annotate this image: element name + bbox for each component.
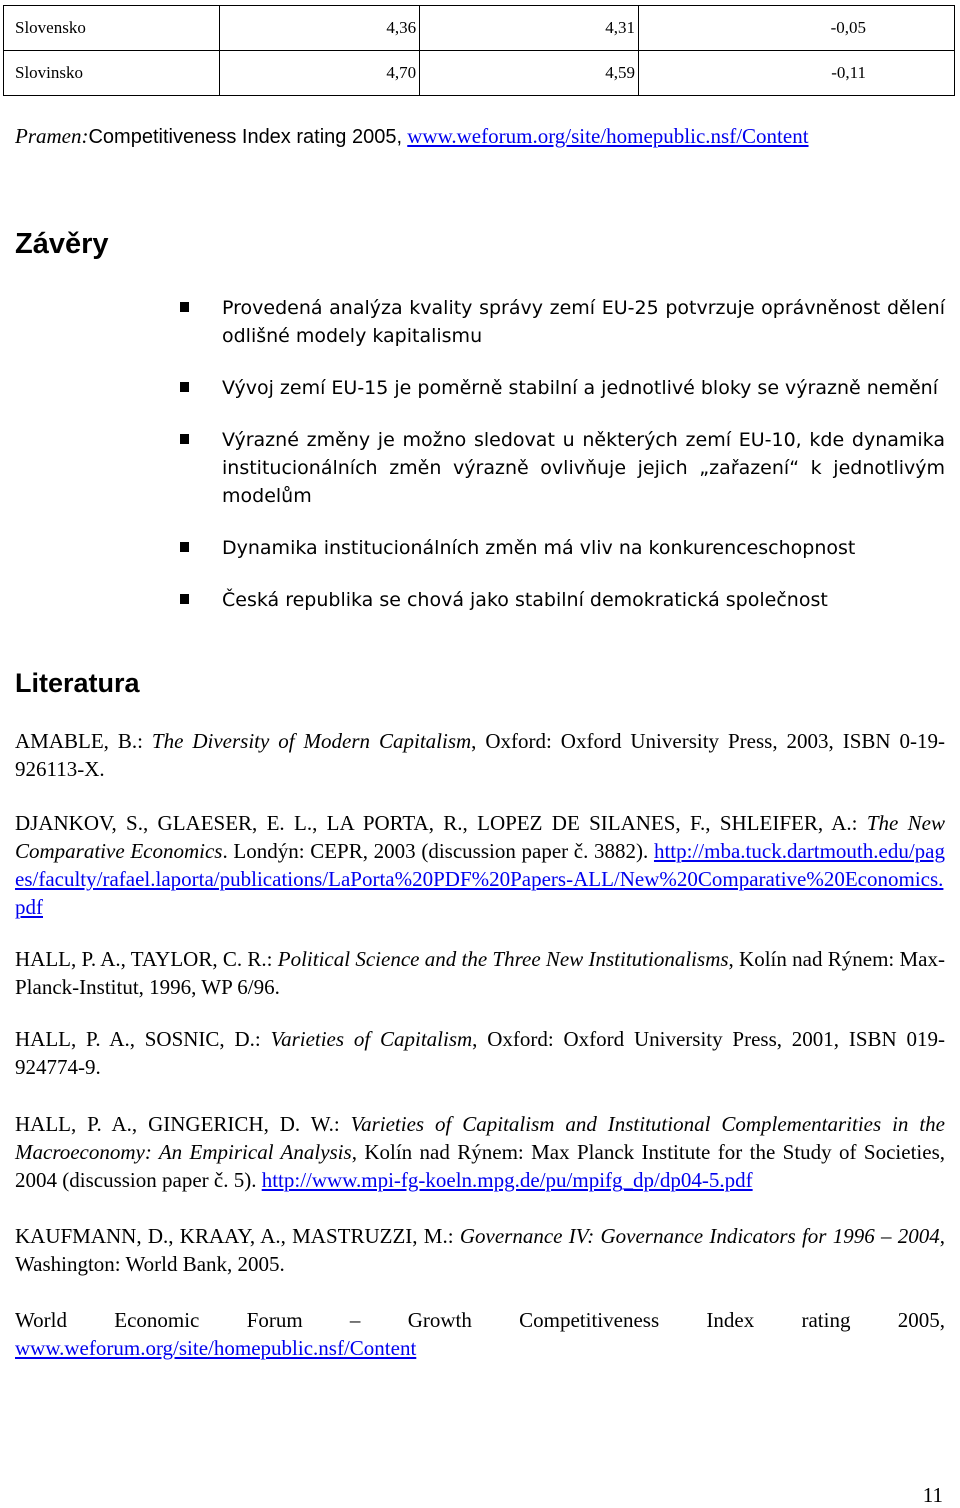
reference-title: Governance IV: Governance Indicators for 1996 – 2004 (459, 1224, 940, 1248)
reference-item (15, 1110, 945, 1194)
bullet-square-icon (180, 434, 189, 444)
table-cell: 4,59 (420, 51, 639, 96)
reference-rest: . Londýn: CEPR, 2003 (discussion paper č. 3882). (222, 839, 649, 863)
table-cell: Slovensko (4, 6, 220, 51)
reference-rest: , Oxford: Oxford University Press, 2001, ISBN 019-924774-9. (15, 1027, 945, 1079)
list-item-text: Česká republika se chová jako stabilní demokratická společnost (222, 589, 828, 611)
reference-item (15, 1025, 945, 1081)
table-row (4, 6, 955, 51)
reference-rest: , Kolín nad Rýnem: Max Planck Institute for the Study of Societies, 2004 (discussion paper č. 5). (15, 1140, 945, 1192)
table-cell: -0,11 (639, 51, 955, 96)
conclusions-heading: Závěry (15, 228, 109, 260)
literature-heading: Literatura (15, 668, 140, 698)
list-item-text: Vývoj zemí EU-15 je poměrně stabilní a jednotlivé bloky se výrazně nemění (222, 377, 938, 399)
reference-item (15, 809, 945, 921)
list-item-text: Výrazné změny je možno sledovat u některých zemí EU-10, kde dynamika institucionálních změn výrazně ovlivňuje jejich „zařazení“ k jednotlivým modelům (222, 429, 945, 507)
reference-authors: HALL, P. A., GINGERICH, D. W.: (15, 1112, 340, 1136)
list-item (180, 534, 945, 562)
reference-authors: AMABLE, B.: (15, 729, 143, 753)
bullet-square-icon (180, 382, 189, 392)
reference-item (15, 945, 945, 1001)
reference-title: The New Comparative Economics (15, 811, 946, 863)
reference-authors: World Economic Forum – Growth Competitiveness Index rating 2005, (15, 1308, 945, 1332)
reference-item (15, 1306, 945, 1362)
conclusions-list (180, 294, 945, 614)
data-table (3, 5, 955, 96)
reference-rest: , Kolín nad Rýnem: Max-Planck-Institut, 1996, WP 6/96. (15, 947, 945, 999)
bullet-square-icon (180, 302, 189, 312)
reference-title: The Diversity of Modern Capitalism (151, 729, 472, 753)
reference-link[interactable]: http://www.mpi-fg-koeln.mpg.de/pu/mpifg_dp/dp04-5.pdf (261, 1168, 753, 1192)
source-line (15, 124, 809, 149)
page-number: 11 (922, 1483, 943, 1507)
bullet-square-icon (180, 594, 189, 604)
list-item-text: Dynamika institucionálních změn má vliv na konkurenceschopnost (222, 537, 856, 559)
source-link[interactable]: www.weforum.org/site/homepublic.nsf/Content (407, 124, 809, 148)
reference-authors: HALL, P. A., SOSNIC, D.: (15, 1027, 261, 1051)
table-row (4, 51, 955, 96)
list-item (180, 426, 945, 510)
reference-title: Varieties of Capitalism (270, 1027, 473, 1051)
table-cell: 4,31 (420, 6, 639, 51)
reference-item (15, 727, 945, 783)
list-item (180, 374, 945, 402)
reference-link[interactable]: http://mba.tuck.dartmouth.edu/pages/faculty/rafael.laporta/publications/LaPorta%20PDF%20Papers-ALL/New%20Comparative%20Economics.pdf (15, 839, 945, 919)
reference-rest: , Oxford: Oxford University Press, 2003, ISBN 0-19-926113-X. (15, 729, 945, 781)
reference-item (15, 1222, 945, 1278)
table-cell: 4,70 (220, 51, 420, 96)
reference-link[interactable]: www.weforum.org/site/homepublic.nsf/Content (15, 1336, 417, 1360)
table-cell: -0,05 (639, 6, 955, 51)
reference-rest: , Washington: World Bank, 2005. (15, 1224, 946, 1276)
bullet-square-icon (180, 542, 189, 552)
reference-authors: KAUFMANN, D., KRAAY, A., MASTRUZZI, M.: (15, 1224, 454, 1248)
list-item (180, 586, 945, 614)
source-text: Competitiveness Index rating 2005, (88, 126, 402, 148)
reference-list (15, 727, 945, 1362)
reference-title: Political Science and the Three New Institutionalisms (277, 947, 729, 971)
list-item-text: Provedená analýza kvality správy zemí EU-25 potvrzuje oprávněnost dělení odlišné modely kapitalismu (222, 297, 945, 347)
reference-authors: DJANKOV, S., GLAESER, E. L., LA PORTA, R., LOPEZ DE SILANES, F., SHLEIFER, A.: (15, 811, 858, 835)
reference-title: Varieties of Capitalism and Institutional Complementarities in the Macroeconomy: An Empirical Analysis (15, 1112, 945, 1164)
reference-authors: HALL, P. A., TAYLOR, C. R.: (15, 947, 273, 971)
list-item (180, 294, 945, 350)
table-cell: 4,36 (220, 6, 420, 51)
source-label: Pramen: (15, 124, 89, 148)
table-cell: Slovinsko (4, 51, 220, 96)
